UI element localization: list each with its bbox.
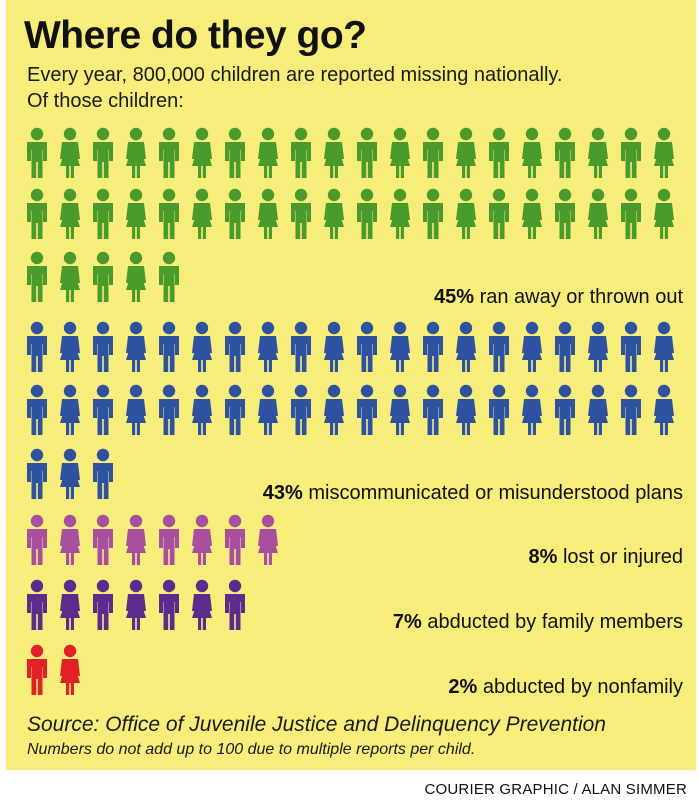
figure-ran-away xyxy=(489,128,509,178)
figure-miscommunicated xyxy=(654,322,674,372)
figure-ran-away xyxy=(159,189,179,239)
figure-ran-away xyxy=(390,128,410,178)
figure-miscommunicated xyxy=(225,385,245,435)
figure-ran-away xyxy=(27,189,47,239)
figure-ran-away xyxy=(291,128,311,178)
figure-ran-away xyxy=(357,128,377,178)
figure-ran-away xyxy=(126,128,146,178)
figure-miscommunicated xyxy=(621,385,641,435)
figure-miscommunicated xyxy=(93,322,113,372)
category-label-abducted-nonfamily xyxy=(448,676,683,699)
figure-ran-away xyxy=(555,189,575,239)
figure-ran-away xyxy=(192,189,212,239)
figure-ran-away xyxy=(60,252,80,302)
figure-ran-away xyxy=(27,128,47,178)
figure-ran-away xyxy=(654,189,674,239)
figure-ran-away xyxy=(60,189,80,239)
figure-abducted-nonfamily xyxy=(27,645,47,695)
figure-ran-away xyxy=(126,252,146,302)
footnote-text: Numbers do not add up to 100 due to multiple reports per child. xyxy=(27,741,476,758)
figure-ran-away xyxy=(324,189,344,239)
figure-ran-away xyxy=(390,189,410,239)
figure-miscommunicated xyxy=(27,449,47,499)
text-abducted-family: abducted by family members xyxy=(427,611,683,633)
figure-miscommunicated xyxy=(27,322,47,372)
figure-lost xyxy=(93,515,113,565)
category-label-lost xyxy=(528,546,683,569)
figure-lost xyxy=(126,515,146,565)
subtitle-line-2: Of those children: xyxy=(27,90,184,112)
figure-miscommunicated xyxy=(27,385,47,435)
text-ran-away: ran away or thrown out xyxy=(479,286,683,308)
figure-abducted-family xyxy=(159,580,179,630)
figure-miscommunicated xyxy=(324,385,344,435)
figure-abducted-nonfamily xyxy=(60,645,80,695)
figure-lost xyxy=(27,515,47,565)
figure-miscommunicated xyxy=(555,385,575,435)
figure-miscommunicated xyxy=(60,385,80,435)
figure-abducted-family xyxy=(27,580,47,630)
figure-miscommunicated xyxy=(522,385,542,435)
figure-miscommunicated xyxy=(357,322,377,372)
figure-miscommunicated xyxy=(555,322,575,372)
figure-lost xyxy=(159,515,179,565)
figure-ran-away xyxy=(621,189,641,239)
figure-lost xyxy=(258,515,278,565)
text-abducted-nonfamily: abducted by nonfamily xyxy=(482,676,683,698)
pct-lost: 8% xyxy=(528,546,558,568)
figure-miscommunicated xyxy=(159,385,179,435)
figure-miscommunicated xyxy=(225,322,245,372)
pct-abducted-family: 7% xyxy=(392,611,422,633)
figure-ran-away xyxy=(192,128,212,178)
figure-miscommunicated xyxy=(489,385,509,435)
figure-miscommunicated xyxy=(60,322,80,372)
figure-ran-away xyxy=(489,189,509,239)
figure-miscommunicated xyxy=(588,385,608,435)
pct-miscommunicated: 43% xyxy=(262,482,303,504)
page-title: Where do they go? xyxy=(24,14,367,57)
figure-ran-away xyxy=(522,128,542,178)
figure-ran-away xyxy=(159,128,179,178)
pct-abducted-nonfamily: 2% xyxy=(448,676,478,698)
figure-miscommunicated xyxy=(654,385,674,435)
figure-ran-away xyxy=(291,189,311,239)
figure-miscommunicated xyxy=(291,322,311,372)
category-label-ran-away xyxy=(434,286,683,309)
figure-ran-away xyxy=(456,128,476,178)
figure-abducted-family xyxy=(93,580,113,630)
figure-abducted-family xyxy=(126,580,146,630)
figure-ran-away xyxy=(324,128,344,178)
figure-ran-away xyxy=(423,128,443,178)
figure-ran-away xyxy=(60,128,80,178)
figure-miscommunicated xyxy=(456,322,476,372)
figure-abducted-family xyxy=(192,580,212,630)
figure-ran-away xyxy=(225,128,245,178)
figure-miscommunicated xyxy=(357,385,377,435)
figure-ran-away xyxy=(588,128,608,178)
figure-miscommunicated xyxy=(588,322,608,372)
figure-miscommunicated xyxy=(258,322,278,372)
category-label-abducted-family xyxy=(393,611,683,634)
text-miscommunicated: miscommunicated or misunderstood plans xyxy=(308,482,683,504)
subtitle-line-1: Every year, 800,000 children are reported missing nationally. xyxy=(27,64,563,86)
figure-miscommunicated xyxy=(621,322,641,372)
figure-miscommunicated xyxy=(324,322,344,372)
figure-abducted-family xyxy=(225,580,245,630)
figure-ran-away xyxy=(27,252,47,302)
figure-miscommunicated xyxy=(159,322,179,372)
figure-miscommunicated xyxy=(522,322,542,372)
figure-ran-away xyxy=(258,128,278,178)
source-text: Source: Office of Juvenile Justice and Delinquency Prevention xyxy=(27,713,606,736)
category-label-miscommunicated xyxy=(263,482,683,505)
figure-ran-away xyxy=(456,189,476,239)
figure-lost xyxy=(192,515,212,565)
figure-miscommunicated xyxy=(93,449,113,499)
figure-ran-away xyxy=(588,189,608,239)
figure-ran-away xyxy=(93,252,113,302)
figure-ran-away xyxy=(555,128,575,178)
figure-ran-away xyxy=(93,128,113,178)
figure-miscommunicated xyxy=(291,385,311,435)
figure-ran-away xyxy=(621,128,641,178)
figure-miscommunicated xyxy=(390,385,410,435)
figure-ran-away xyxy=(654,128,674,178)
figure-ran-away xyxy=(126,189,146,239)
figure-miscommunicated xyxy=(258,385,278,435)
figure-miscommunicated xyxy=(126,385,146,435)
figure-miscommunicated xyxy=(489,322,509,372)
figure-ran-away xyxy=(522,189,542,239)
figure-ran-away xyxy=(159,252,179,302)
figure-miscommunicated xyxy=(93,385,113,435)
figure-lost xyxy=(60,515,80,565)
figure-miscommunicated xyxy=(126,322,146,372)
credit-text: COURIER GRAPHIC / ALAN SIMMER xyxy=(424,781,687,798)
figure-ran-away xyxy=(225,189,245,239)
figure-abducted-family xyxy=(60,580,80,630)
figure-ran-away xyxy=(258,189,278,239)
figure-miscommunicated xyxy=(456,385,476,435)
figure-miscommunicated xyxy=(60,449,80,499)
figure-ran-away xyxy=(423,189,443,239)
pct-ran-away: 45% xyxy=(433,286,474,308)
text-lost: lost or injured xyxy=(562,546,683,568)
figure-ran-away xyxy=(93,189,113,239)
figure-miscommunicated xyxy=(390,322,410,372)
figure-miscommunicated xyxy=(192,385,212,435)
figure-ran-away xyxy=(357,189,377,239)
figure-miscommunicated xyxy=(192,322,212,372)
figure-miscommunicated xyxy=(423,322,443,372)
figure-lost xyxy=(225,515,245,565)
figure-miscommunicated xyxy=(423,385,443,435)
